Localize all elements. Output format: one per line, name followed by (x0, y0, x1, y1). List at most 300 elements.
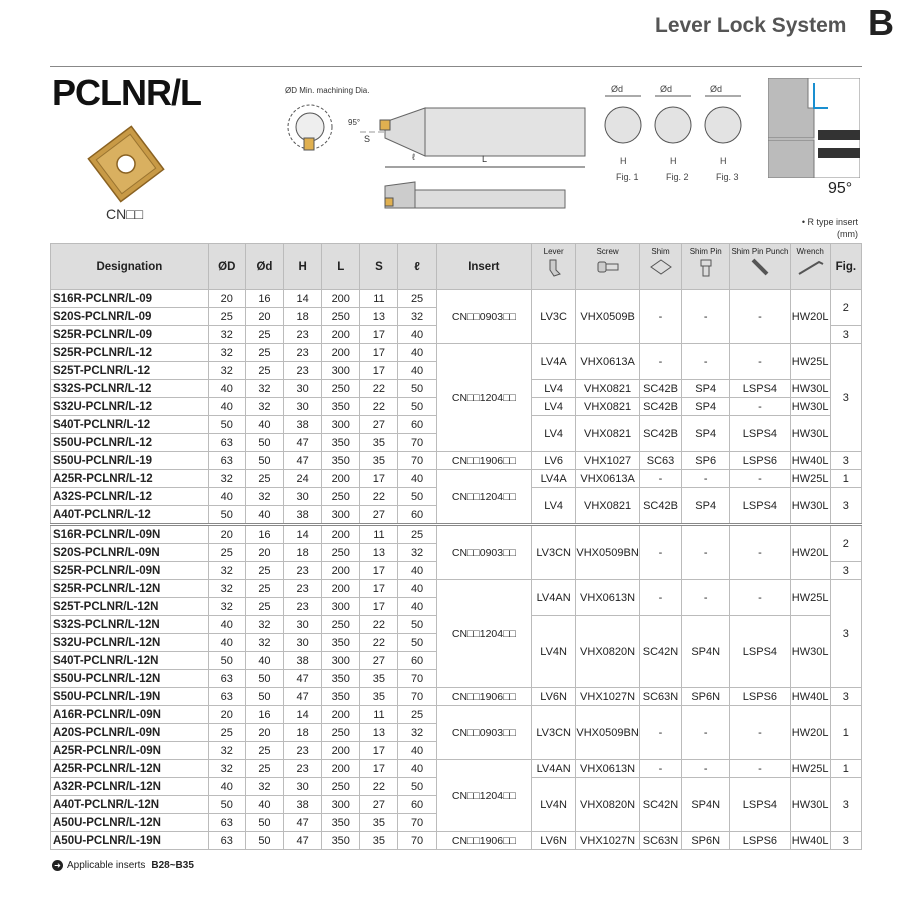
dimension-cell: 17 (360, 470, 398, 488)
dimension-cell: 47 (284, 688, 322, 706)
dimension-cell: 25 (245, 562, 283, 580)
dimension-cell: 38 (284, 506, 322, 525)
dimension-cell: 20 (245, 724, 283, 742)
dimension-cell: 23 (284, 362, 322, 380)
dimension-cell: 35 (360, 688, 398, 706)
fig3-label: Fig. 3 (716, 172, 739, 182)
dimension-cell: 60 (398, 652, 436, 670)
dimension-cell: 70 (398, 832, 436, 850)
punch-cell: - (730, 760, 790, 778)
fig-cell: 1 (830, 706, 861, 760)
screw-cell: VHX0509B (576, 290, 640, 344)
punch-cell: LSPS4 (730, 380, 790, 398)
dimension-cell: 350 (322, 434, 360, 452)
shim-cell: - (639, 580, 681, 616)
dimension-cell: 32 (208, 580, 245, 598)
dimension-cell: 47 (284, 434, 322, 452)
dimension-cell: 25 (245, 362, 283, 380)
screw-cell: VHX0509BN (576, 706, 640, 760)
lever-cell: LV3CN (532, 525, 576, 580)
fig-cell: 1 (830, 470, 861, 488)
designation-cell: S50U-PCLNR/L-19N (51, 688, 209, 706)
fig-cell: 3 (830, 778, 861, 832)
shim-cell: SC63N (639, 688, 681, 706)
od-label-2: Ød (660, 84, 673, 94)
lever-cell: LV3CN (532, 706, 576, 760)
dimension-cell: 25 (245, 470, 283, 488)
dimension-cell: 30 (284, 634, 322, 652)
dimension-cell: 250 (322, 544, 360, 562)
dimension-cell: 32 (245, 616, 283, 634)
punch-cell: LSPS4 (730, 616, 790, 688)
unit-note: (mm) (837, 229, 858, 239)
dimension-cell: 50 (245, 688, 283, 706)
dimension-cell: 25 (398, 525, 436, 544)
dimension-cell: 350 (322, 814, 360, 832)
screw-label: Screw (596, 247, 619, 256)
wrench-cell: HW30L (790, 416, 830, 452)
table-row (51, 525, 862, 544)
dimension-cell: 350 (322, 670, 360, 688)
shim-cell: SC42N (639, 616, 681, 688)
punch-cell: LSPS6 (730, 688, 790, 706)
dimension-cell: 50 (398, 616, 436, 634)
small-angle-label: 95° (348, 118, 361, 127)
dimension-cell: 40 (245, 796, 283, 814)
lever-label: Lever (543, 247, 564, 256)
dimension-cell: 14 (284, 706, 322, 724)
dimension-cell: 50 (398, 380, 436, 398)
header-divider (50, 66, 862, 67)
dimension-cell: 30 (284, 488, 322, 506)
dimension-cell: 40 (245, 506, 283, 525)
shimpin-cell: - (682, 760, 730, 778)
dimension-cell: 40 (398, 760, 436, 778)
fig-cell: 3 (830, 326, 861, 344)
insert-cell: CN□□1204□□ (436, 760, 531, 832)
dimension-cell: 350 (322, 832, 360, 850)
dimension-cell: 32 (208, 470, 245, 488)
designation-cell: S16R-PCLNR/L-09 (51, 290, 209, 308)
screw-cell: VHX0613N (576, 580, 640, 616)
dimension-cell: 20 (245, 544, 283, 562)
dmin-label: ØD Min. machining Dia. (285, 86, 370, 95)
dimension-cell: 250 (322, 488, 360, 506)
dimension-cell: 35 (360, 434, 398, 452)
dimension-cell: 32 (245, 398, 283, 416)
dimension-cell: 50 (245, 452, 283, 470)
fig2-label: Fig. 2 (666, 172, 689, 182)
screw-cell: VHX0821 (576, 398, 640, 416)
spec-table-body (51, 290, 862, 850)
dimension-cell: 24 (284, 470, 322, 488)
insert-cell: CN□□0903□□ (436, 525, 531, 580)
dimension-cell: 32 (208, 742, 245, 760)
table-row (51, 344, 862, 362)
shimpin-cell: - (682, 290, 730, 344)
punch-cell: - (730, 398, 790, 416)
shim-cell: - (639, 290, 681, 344)
dimension-cell: 23 (284, 580, 322, 598)
dimension-cell: 50 (245, 832, 283, 850)
screw-cell: VHX0820N (576, 778, 640, 832)
dimension-cell: 22 (360, 380, 398, 398)
dimension-cell: 200 (322, 562, 360, 580)
table-row (51, 470, 862, 488)
dimension-cell: 47 (284, 670, 322, 688)
dimension-cell: 35 (360, 452, 398, 470)
dimension-cell: 63 (208, 434, 245, 452)
designation-cell: S40T-PCLNR/L-12 (51, 416, 209, 434)
dimension-cell: 200 (322, 326, 360, 344)
dimension-cell: 40 (398, 598, 436, 616)
dimension-cell: 60 (398, 506, 436, 525)
wrench-cell: HW30L (790, 398, 830, 416)
dimension-cell: 200 (322, 470, 360, 488)
product-title: PCLNR/L (52, 72, 201, 113)
dimension-cell: 300 (322, 506, 360, 525)
designation-cell: S25R-PCLNR/L-09 (51, 326, 209, 344)
insert-cell: CN□□1906□□ (436, 832, 531, 850)
punch-cell: LSPS4 (730, 488, 790, 525)
shim-label: Shim (651, 247, 670, 256)
dimension-cell: 38 (284, 652, 322, 670)
wrench-cell: HW30L (790, 380, 830, 398)
dimension-cell: 23 (284, 344, 322, 362)
dimension-cell: 47 (284, 832, 322, 850)
shimpin-cell: SP4N (682, 616, 730, 688)
dimension-cell: 200 (322, 580, 360, 598)
section-letter: B (868, 2, 894, 43)
dimension-cell: 250 (322, 724, 360, 742)
col-insert: Insert (436, 244, 531, 290)
designation-cell: S32U-PCLNR/L-12N (51, 634, 209, 652)
designation-cell: S50U-PCLNR/L-12N (51, 670, 209, 688)
designation-cell: S32S-PCLNR/L-12N (51, 616, 209, 634)
screw-cell: VHX0509BN (576, 525, 640, 580)
dimension-cell: 40 (398, 742, 436, 760)
dimension-cell: 50 (208, 796, 245, 814)
designation-cell: S25R-PCLNR/L-12 (51, 344, 209, 362)
lever-cell: LV3C (532, 290, 576, 344)
lever-cell: LV6 (532, 452, 576, 470)
col-fig: Fig. (830, 244, 861, 290)
punch-cell: - (730, 470, 790, 488)
designation-cell: A50U-PCLNR/L-12N (51, 814, 209, 832)
dimension-cell: 16 (245, 525, 283, 544)
dimension-cell: 38 (284, 416, 322, 434)
table-row (51, 580, 862, 598)
col-H: H (284, 244, 322, 290)
insert-cell: CN□□1204□□ (436, 580, 531, 688)
dimension-cell: 70 (398, 670, 436, 688)
dimension-cell: 22 (360, 616, 398, 634)
punch-icon (749, 256, 771, 278)
wrench-cell: HW40L (790, 832, 830, 850)
dimension-cell: 17 (360, 580, 398, 598)
shim-pin-icon (696, 256, 716, 278)
fig-cell: 3 (830, 488, 861, 525)
dimension-cell: 35 (360, 832, 398, 850)
shimpin-cell: - (682, 525, 730, 580)
footer-note (52, 860, 194, 871)
dimension-cell: 17 (360, 742, 398, 760)
designation-cell: S50U-PCLNR/L-19 (51, 452, 209, 470)
designation-cell: A40T-PCLNR/L-12 (51, 506, 209, 525)
shimpin-label: Shim Pin (689, 247, 722, 256)
shim-icon (649, 256, 673, 278)
dimension-cell: 40 (398, 326, 436, 344)
dimension-cell: 350 (322, 634, 360, 652)
screw-cell: VHX0613A (576, 344, 640, 380)
punch-cell: - (730, 706, 790, 760)
table-row (51, 688, 862, 706)
wrench-cell: HW30L (790, 778, 830, 832)
fig-cell: 3 (830, 562, 861, 580)
dimension-cell: 63 (208, 452, 245, 470)
shimpin-cell: SP6N (682, 688, 730, 706)
dimension-cell: 200 (322, 742, 360, 760)
dimension-cell: 32 (245, 380, 283, 398)
dimension-cell: 18 (284, 544, 322, 562)
dimension-cell: 250 (322, 778, 360, 796)
dimension-cell: 350 (322, 452, 360, 470)
dimension-cell: 18 (284, 724, 322, 742)
dimension-cell: 18 (284, 308, 322, 326)
designation-cell: S20S-PCLNR/L-09N (51, 544, 209, 562)
shim-cell: SC63N (639, 832, 681, 850)
dimension-cell: 22 (360, 488, 398, 506)
punch-cell: LSPS6 (730, 832, 790, 850)
dimension-cell: 32 (208, 344, 245, 362)
dimension-cell: 200 (322, 290, 360, 308)
designation-cell: A32S-PCLNR/L-12 (51, 488, 209, 506)
dimension-cell: 25 (245, 580, 283, 598)
screw-cell: VHX1027N (576, 832, 640, 850)
dimension-cell: 200 (322, 760, 360, 778)
od-label-3: Ød (710, 84, 723, 94)
fig-cell: 2 (830, 290, 861, 326)
fig1-label: Fig. 1 (616, 172, 639, 182)
fig-cell: 3 (830, 832, 861, 850)
dimension-cell: 22 (360, 778, 398, 796)
col-od: Ød (245, 244, 283, 290)
dimension-cell: 32 (398, 308, 436, 326)
shimpin-cell: - (682, 470, 730, 488)
insert-cell: CN□□0903□□ (436, 706, 531, 760)
dimension-cell: 32 (245, 778, 283, 796)
lever-cell: LV4N (532, 778, 576, 832)
dimension-cell: 25 (208, 724, 245, 742)
dimension-cell: 38 (284, 796, 322, 814)
col-screw (576, 244, 640, 290)
dimension-cell: 20 (208, 706, 245, 724)
designation-cell: S16R-PCLNR/L-09N (51, 525, 209, 544)
designation-cell: S50U-PCLNR/L-12 (51, 434, 209, 452)
dimension-cell: 50 (398, 398, 436, 416)
notes (802, 216, 858, 240)
dimension-cell: 32 (398, 544, 436, 562)
screw-cell: VHX0613A (576, 470, 640, 488)
dimension-cell: 20 (208, 290, 245, 308)
designation-cell: A20S-PCLNR/L-09N (51, 724, 209, 742)
col-l: ℓ (398, 244, 436, 290)
shim-cell: SC42B (639, 488, 681, 525)
dimension-cell: 17 (360, 598, 398, 616)
h-label-1: H (620, 156, 627, 166)
dimension-cell: 22 (360, 398, 398, 416)
wrench-cell: HW40L (790, 452, 830, 470)
dimension-cell: 70 (398, 452, 436, 470)
shim-cell: - (639, 344, 681, 380)
shimpin-cell: - (682, 580, 730, 616)
dimension-cell: 23 (284, 598, 322, 616)
dimension-cell: 16 (245, 290, 283, 308)
dimension-cell: 40 (398, 562, 436, 580)
wrench-cell: HW20L (790, 290, 830, 344)
shimpin-cell: SP6N (682, 832, 730, 850)
dimension-cell: 23 (284, 326, 322, 344)
h-label-2: H (670, 156, 677, 166)
shimpin-cell: SP4 (682, 488, 730, 525)
dimension-cell: 60 (398, 416, 436, 434)
designation-cell: S25R-PCLNR/L-12N (51, 580, 209, 598)
fig-cell: 2 (830, 525, 861, 562)
spec-table (50, 243, 862, 850)
dimension-cell: 50 (208, 506, 245, 525)
designation-cell: S32S-PCLNR/L-12 (51, 380, 209, 398)
shim-cell: - (639, 760, 681, 778)
dimension-cell: 250 (322, 616, 360, 634)
col-shimpin (682, 244, 730, 290)
dimension-cell: 23 (284, 562, 322, 580)
col-designation: Designation (51, 244, 209, 290)
shim-cell: SC63 (639, 452, 681, 470)
col-S: S (360, 244, 398, 290)
dimension-cell: 14 (284, 290, 322, 308)
dimension-cell: 32 (208, 362, 245, 380)
col-lever (532, 244, 576, 290)
section-title: Lever Lock System (655, 14, 847, 37)
shim-cell: - (639, 470, 681, 488)
dimension-cell: 40 (208, 634, 245, 652)
dimension-cell: 63 (208, 832, 245, 850)
dimension-cell: 350 (322, 398, 360, 416)
arrow-right-icon: ➜ (52, 860, 63, 871)
dimension-cell: 63 (208, 670, 245, 688)
dimension-cell: 25 (245, 326, 283, 344)
dimension-cell: 40 (398, 470, 436, 488)
designation-cell: S32U-PCLNR/L-12 (51, 398, 209, 416)
dimension-cell: 30 (284, 616, 322, 634)
lever-cell: LV6N (532, 832, 576, 850)
shimpin-cell: - (682, 344, 730, 380)
h-label-3: H (720, 156, 727, 166)
dimension-cell: 27 (360, 796, 398, 814)
dimension-cell: 50 (208, 416, 245, 434)
insert-cell: CN□□0903□□ (436, 290, 531, 344)
dimension-cell: 17 (360, 362, 398, 380)
dimension-cell: 13 (360, 544, 398, 562)
wrench-cell: HW40L (790, 688, 830, 706)
table-row (51, 832, 862, 850)
dimension-cell: 25 (208, 308, 245, 326)
punch-cell: LSPS4 (730, 778, 790, 832)
designation-cell: A16R-PCLNR/L-09N (51, 706, 209, 724)
dimension-cell: 17 (360, 326, 398, 344)
footer-pages: B28~B35 (151, 860, 194, 872)
footer-text: Applicable inserts (67, 860, 146, 872)
dimension-cell: 32 (245, 634, 283, 652)
screw-icon (595, 256, 621, 278)
lever-cell: LV4AN (532, 580, 576, 616)
screw-cell: VHX0821 (576, 416, 640, 452)
designation-cell: S20S-PCLNR/L-09 (51, 308, 209, 326)
dimension-cell: 17 (360, 760, 398, 778)
designation-cell: S25T-PCLNR/L-12N (51, 598, 209, 616)
dimension-cell: 50 (245, 814, 283, 832)
dimension-cell: 50 (398, 634, 436, 652)
lever-cell: LV6N (532, 688, 576, 706)
shim-cell: - (639, 525, 681, 580)
dimension-cell: 27 (360, 652, 398, 670)
designation-cell: A40T-PCLNR/L-12N (51, 796, 209, 814)
designation-cell: A25R-PCLNR/L-09N (51, 742, 209, 760)
designation-cell: A50U-PCLNR/L-19N (51, 832, 209, 850)
dimension-cell: 32 (208, 562, 245, 580)
dimension-cell: 250 (322, 380, 360, 398)
dimension-cell: 25 (398, 706, 436, 724)
dimension-cell: 200 (322, 344, 360, 362)
shimpin-cell: - (682, 706, 730, 760)
dimension-cell: 30 (284, 398, 322, 416)
dimension-cell: 40 (208, 616, 245, 634)
dimension-cell: 40 (398, 362, 436, 380)
wrench-cell: HW25L (790, 470, 830, 488)
dimension-cell: 50 (245, 434, 283, 452)
holder-diagram (280, 82, 600, 222)
lever-cell: LV4A (532, 470, 576, 488)
dimension-cell: 60 (398, 796, 436, 814)
dimension-cell: 11 (360, 290, 398, 308)
lever-cell: LV4 (532, 380, 576, 398)
designation-cell: S25T-PCLNR/L-12 (51, 362, 209, 380)
dimension-cell: 250 (322, 308, 360, 326)
dimension-cell: 70 (398, 434, 436, 452)
dimension-cell: 35 (360, 814, 398, 832)
shim-cell: SC42B (639, 416, 681, 452)
dimension-cell: 25 (245, 742, 283, 760)
screw-cell: VHX0821 (576, 380, 640, 398)
dimension-cell: 300 (322, 362, 360, 380)
insert-image (84, 122, 168, 206)
insert-cell: CN□□1204□□ (436, 344, 531, 452)
lever-icon (544, 256, 564, 278)
wrench-cell: HW30L (790, 616, 830, 688)
dimension-cell: 11 (360, 706, 398, 724)
wrench-cell: HW25L (790, 580, 830, 616)
lever-cell: LV4AN (532, 760, 576, 778)
dimension-cell: 63 (208, 688, 245, 706)
punch-cell: - (730, 580, 790, 616)
wrench-icon (795, 256, 825, 278)
dimension-cell: 200 (322, 706, 360, 724)
dimension-cell: 27 (360, 506, 398, 525)
fig-cell: 1 (830, 760, 861, 778)
table-row (51, 706, 862, 724)
dimension-cell: 40 (245, 416, 283, 434)
dimension-cell: 50 (398, 778, 436, 796)
